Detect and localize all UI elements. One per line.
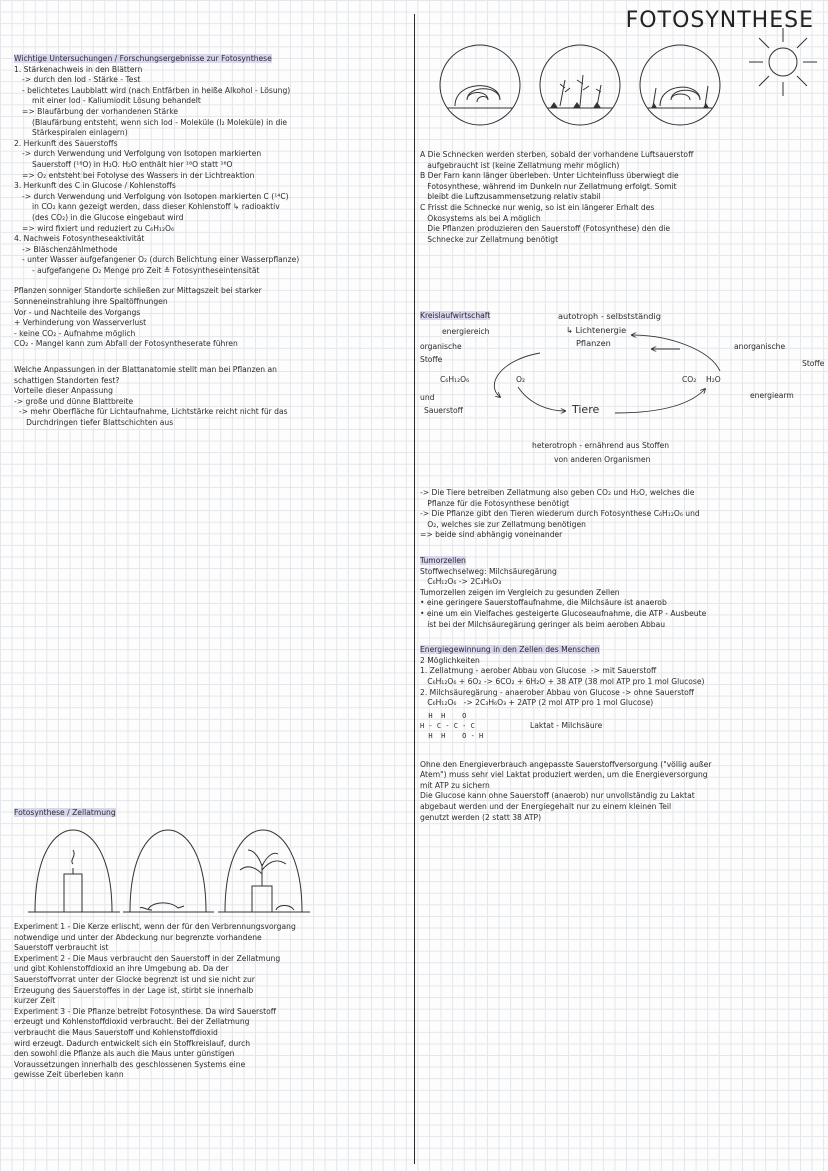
research-line: (des CO₂) in die Glucose eingebaut wird — [32, 212, 184, 222]
energy-tail-line: genutzt werden (2 statt 38 ATP) — [420, 812, 542, 822]
shade-leaf-line: schattigen Standorten fest? — [14, 375, 120, 385]
experiment-line: wird erzeugt. Dadurch entwickelt sich ein Stoffkreislauf, durch — [14, 1038, 251, 1048]
energy-tail-line: abgebaut werden und der Energiegehalt nur zu einem kleinen Teil — [420, 802, 672, 812]
stoffe2-label: Stoffe — [802, 359, 825, 368]
research-line: -> Bläschenzählmethode — [22, 244, 118, 254]
sun-drawing — [735, 20, 828, 100]
experiment-line: den sowohl die Pflanze als auch die Maus unter günstigen — [14, 1049, 235, 1059]
research-line: 2. Herkunft des Sauerstoffs — [14, 138, 118, 148]
energy-line: C₆H₁₂O₆ -> 2C₃H₆O₃ + 2ATP (2 mol ATP pro 1 mol Glucose) — [420, 698, 654, 708]
snail-line: Die Pflanzen produzieren den Sauerstoff (Fotosynthese) den die — [420, 224, 671, 234]
research-line: -> durch Verwendung und Verfolgung von Isotopen markierten — [22, 149, 262, 159]
research-line: - aufgefangene O₂ Menge pro Zeit ≙ Fotosyntheseintensität — [32, 265, 260, 275]
research-line: - belichtetes Laubblatt wird (nach Entfärben in heiße Alkohol - Lösung) — [22, 85, 291, 95]
cycle-heading: Kreislaufwirtschaft — [420, 311, 491, 320]
section-heading-research: Wichtige Untersuchungen / Forschungsergebnisse zur Fotosynthese — [14, 54, 272, 63]
experiment-line: Voraussetzungen innerhalb des geschlossenen Systems eine — [14, 1059, 246, 1069]
energy-tail-text — [420, 760, 820, 824]
research-line: in CO₂ kann gezeigt werden, dass dieser Kohlenstoff ↳ radioaktiv — [32, 202, 280, 212]
research-line: => O₂ entsteht bei Fotolyse des Wassers in der Lichtreaktion — [22, 170, 255, 180]
shade-leaf-line: Welche Anpassungen in der Blattanatomie stellt man bei Pflanzen an — [14, 365, 277, 375]
shade-leaf-text — [14, 365, 406, 429]
sunny-plants-line: Pflanzen sonniger Standorte schließen zur Mittagszeit bei starker — [14, 286, 262, 296]
sunny-plants-line: + Verhinderung von Wasserverlust — [14, 318, 147, 328]
cycle-diagram — [420, 305, 825, 475]
lichtenergie-label: ↳ Lichtenergie — [566, 325, 627, 335]
energy-line: 2 Möglichkeiten — [420, 655, 480, 665]
o2-label: O₂ — [516, 375, 526, 384]
experiment-line: Experiment 1 - Die Kerze erlischt, wenn der für den Verbrennungsvorgang — [14, 922, 296, 931]
bell-jar-experiments — [20, 824, 320, 919]
experiment-line: Sauerstoffvorrat unter der Glocke begrenzt ist und sie nicht zur — [14, 974, 255, 984]
experiment-line: erzeugt und Kohlenstoffdioxid verbraucht. Bei der Zellatmung — [14, 1017, 250, 1027]
snail-line: A Die Schnecken werden sterben, sobald der vorhandene Luftsauerstoff — [420, 150, 694, 159]
sunny-plants-line: CO₂ - Mangel kann zum Abfall der Fotosyntheserate führen — [14, 339, 238, 349]
sunny-plants-text — [14, 286, 406, 350]
research-line: Sauerstoff (¹⁸O) in H₂O. H₂O enthält hier ¹⁸O statt ¹⁶O — [32, 159, 233, 169]
tumor-line: • eine um ein Vielfaches gesteigerte Glucoseaufnahme, die ATP - Ausbeute — [420, 608, 707, 618]
sunny-plants-line: Vor - und Nachteile des Vorgangs — [14, 307, 141, 317]
snail-line: bleibt die Luftzusammensetzung relativ stabil — [420, 192, 601, 202]
snail-explanation — [420, 150, 820, 245]
cycle-line: -> Die Pflanze gibt den Tieren wiederum durch Fotosynthese C₆H₁₂O₆ und — [420, 509, 700, 519]
und-label: und — [420, 393, 435, 402]
research-line: Stärkespiralen einlagern) — [32, 128, 128, 138]
energy-line: 2. Milchsäuregärung - anaerober Abbau von Glucose -> ohne Sauerstoff — [420, 687, 695, 697]
formula-line: H H O - H — [420, 731, 484, 740]
experiment-line: verbraucht die Maus Sauerstoff und Kohlenstoffdioxid — [14, 1027, 218, 1037]
energy-tail-line: mit ATP zu sichern — [420, 780, 490, 790]
cycle-line: O₂, welches sie zur Zellatmung benötigen — [420, 519, 586, 529]
cycle-arrows — [420, 305, 820, 475]
tiere-label: Tiere — [572, 403, 600, 416]
experiments-text — [14, 922, 412, 1081]
research-line: 4. Nachweis Fotosyntheseaktivität — [14, 234, 145, 244]
tumor-text — [420, 567, 820, 631]
tumor-line: ist bei der Milchsäuregärung geringer als beim aeroben Abbau — [420, 619, 666, 629]
heterotroph-label: heterotroph - ernährend aus Stoffen — [532, 441, 670, 450]
research-line: => wird fixiert und reduziert zu C₆H₁₂O₆ — [22, 223, 175, 233]
shade-leaf-line: -> große und dünne Blattbreite — [14, 396, 134, 406]
sauerstoff-label: Sauerstoff — [424, 406, 463, 415]
experiment-line: Experiment 2 - Die Maus verbraucht den Sauerstoff in der Zellatmung — [14, 953, 281, 963]
energiereich-label: energiereich — [442, 327, 490, 336]
experiment-line: notwendige und unter der Abdeckung nur begrenzte vorhandene — [14, 932, 262, 942]
research-line: (Blaufärbung entsteht, wenn sich Iod - Moleküle (I₂ Moleküle) in die — [32, 117, 288, 127]
experiment-line: Experiment 3 - Die Pflanze betreibt Fotosynthese. Da wird Sauerstoff — [14, 1006, 276, 1016]
section-heading-experiments: Fotosynthese / Zellatmung — [14, 808, 116, 817]
stoffe-label: Stoffe — [420, 355, 443, 364]
snail-line: Fotosynthese, während im Dunkeln nur Zellatmung erfolgt. Somit — [420, 181, 677, 191]
page-title: FOTOSYNTHESE — [625, 8, 814, 33]
energiearm-label: energiearm — [750, 391, 794, 400]
cycle-line: Pflanze für die Fotosynthese benötigt — [420, 498, 570, 508]
experiment-line: und gibt Kohlenstoffdioxid an ihre Umgebung ab. Da der — [14, 964, 229, 974]
research-line: -> durch den Iod - Stärke - Test — [22, 75, 141, 85]
snail-line: Ökosystems als bei A möglich — [420, 213, 541, 223]
bell-jar-mouse — [130, 830, 206, 912]
snail-line: B Der Farn kann länger überleben. Unter Lichteinfluss überwiegt die — [420, 171, 679, 181]
anorganische-label: anorganische — [734, 342, 786, 351]
experiment-line: kurzer Zeit — [14, 996, 56, 1006]
research-line: => Blaufärbung der vorhandenen Stärke — [22, 106, 179, 116]
sunny-plants-line: - keine CO₂ - Aufnahme möglich — [14, 328, 136, 338]
bell-jar-plant-mouse — [225, 830, 302, 912]
energy-line: 1. Zellatmung - aerober Abbau von Glucose -> mit Sauerstoff — [420, 666, 657, 676]
research-line: mit einer Iod - Kaliumiodit Lösung behandelt — [32, 96, 201, 106]
research-line: - unter Wasser aufgefangener O₂ (durch Belichtung einer Wasserpflanze) — [22, 255, 300, 265]
sunny-plants-line: Sonneneinstrahlung ihre Spaltöffnungen — [14, 297, 168, 307]
experiment-line: gewisse Zeit überleben kann — [14, 1070, 124, 1080]
laktat-label: Laktat - Milchsäure — [530, 720, 603, 730]
research-line: 1. Stärkenachweis in den Blättern — [14, 64, 143, 74]
pflanzen-label: Pflanzen — [576, 338, 611, 348]
energy-heading: Energiegewinnung in den Zellen des Menschen — [420, 645, 600, 655]
formula-line: H - C - C - C — [420, 721, 475, 730]
h2o-label: H₂O — [706, 375, 721, 384]
terrarium-drawings — [425, 40, 725, 140]
tumor-line: Stoffwechselweg: Milchsäuregärung — [420, 566, 557, 576]
energy-text — [420, 656, 820, 709]
co2-label: CO₂ — [682, 375, 697, 384]
tumor-line: • eine geringere Sauerstoffaufnahme, die Milchsäure ist anaerob — [420, 598, 667, 608]
research-line: 3. Herkunft des C in Glucose / Kohlenstoffs — [14, 181, 176, 191]
energy-line: C₆H₁₂O₆ + 6O₂ -> 6CO₂ + 6H₂O + 38 ATP (38 mol ATP pro 1 mol Glucose) — [420, 676, 705, 686]
energy-tail-line: Die Glucose kann ohne Sauerstoff (anaerob) nur unvollständig zu Laktat — [420, 791, 695, 801]
organische-label: organische — [420, 342, 462, 351]
lactate-formula — [420, 711, 483, 741]
experiment-line: Sauerstoff verbraucht ist — [14, 943, 109, 953]
glucose-label: C₆H₁₂O₆ — [440, 375, 470, 384]
cycle-explanation — [420, 488, 820, 541]
experiment-line: Erzeugung des Sauerstoffes in der Lage ist, stirbt sie innerhalb — [14, 985, 254, 995]
research-line: -> durch Verwendung und Verfolgung von Isotopen markierten C (¹⁴C) — [22, 191, 289, 201]
terrarium-fern-circle — [540, 45, 620, 125]
tumor-line: Tumorzellen zeigen im Vergleich zu gesunden Zellen — [420, 587, 620, 597]
energy-tail-line: Atem") muss sehr viel Laktat produziert werden, um die Energieversorgung — [420, 770, 708, 780]
tumor-heading: Tumorzellen — [420, 555, 466, 565]
cycle-line: => beide sind abhängig voneinander — [420, 530, 563, 540]
shade-leaf-line: Vorteile dieser Anpassung — [14, 386, 113, 396]
terrarium-snail-circle — [440, 45, 520, 125]
autotroph-label: autotroph - selbstständig — [558, 311, 661, 321]
cycle-line: -> Die Tiere betreiben Zellatmung also geben CO₂ und H₂O, welches die — [420, 488, 695, 497]
research-list — [14, 65, 406, 277]
snail-line: C Frisst die Schnecke nur wenig, so ist ein längerer Erhalt des — [420, 202, 655, 212]
tumor-line: C₆H₁₂O₆ -> 2C₃H₆O₃ — [420, 577, 502, 587]
shade-leaf-line: -> mehr Oberfläche für Lichtaufnahme, Lichtstärke reicht nicht für das — [14, 407, 288, 417]
organismen-label: von anderen Organismen — [554, 455, 651, 464]
energy-tail-line: Ohne den Energieverbrauch angepasste Sauerstoffversorgung ("völlig außer — [420, 759, 712, 769]
formula-line: H H O — [420, 711, 467, 720]
snail-line: aufgebraucht ist (keine Zellatmung mehr möglich) — [420, 160, 620, 170]
snail-line: Schnecke zur Zellatmung benötigt — [420, 234, 559, 244]
terrarium-snail-fern-circle — [640, 45, 720, 125]
column-divider — [414, 14, 415, 1164]
shade-leaf-line: Durchdringen tiefer Blattschichten aus — [14, 418, 174, 427]
